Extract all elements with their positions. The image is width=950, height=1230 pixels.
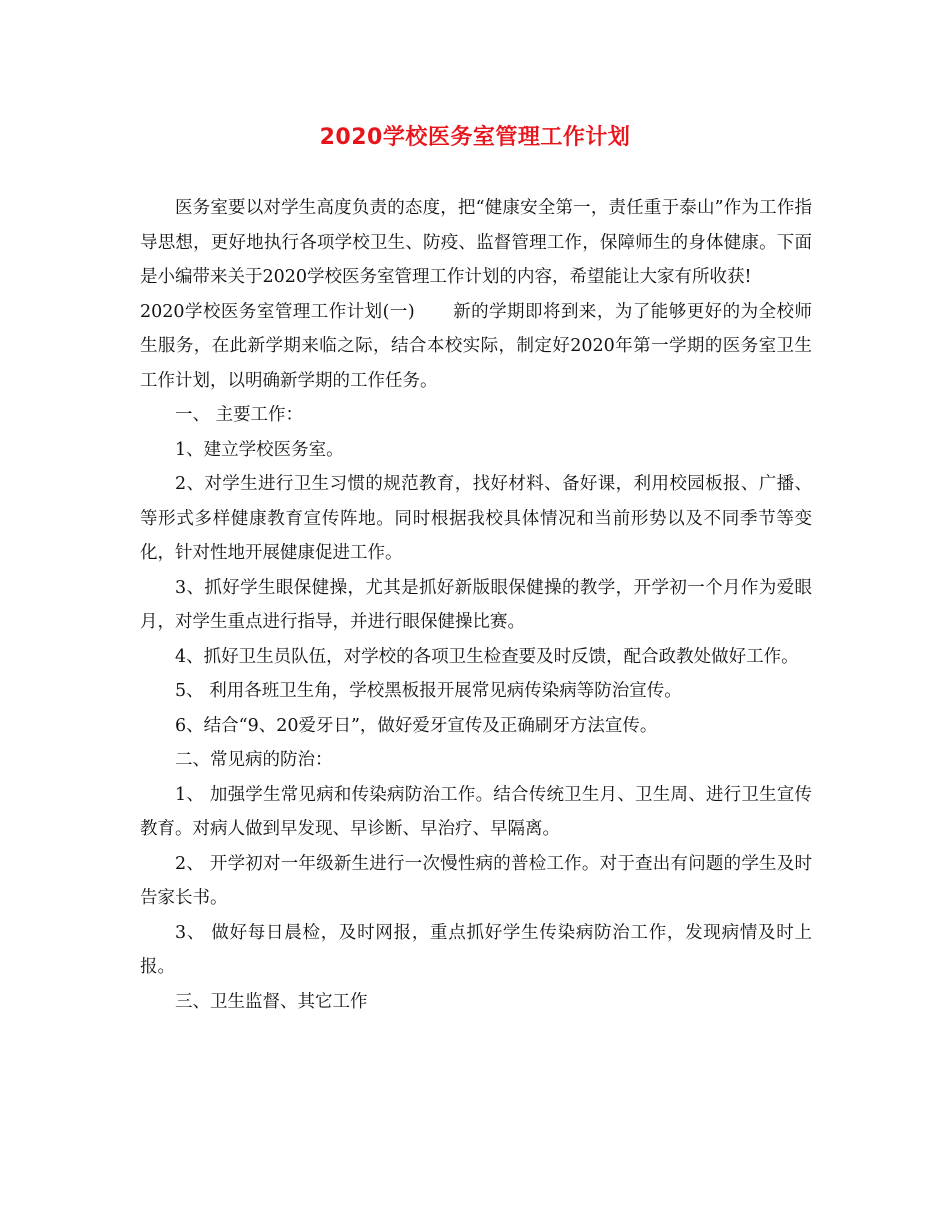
section1-item-3: 3、抓好学生眼保健操，尤其是抓好新版眼保健操的教学，开学初一个月作为爱眼月，对学生重点进行指导，并进行眼保健操比赛。 (140, 577, 812, 632)
document-body (140, 191, 812, 1019)
section1-item-5: 5、 利用各班卫生角，学校黑板报开展常见病传染病等防治宣传。 (175, 681, 682, 701)
section2-item-1: 1、 加强学生常见病和传染病防治工作。结合传统卫生月、卫生周、进行卫生宣传教育。对病人做到早发现、早诊断、早治疗、早隔离。 (140, 784, 812, 839)
section1-heading: 一、 主要工作： (175, 405, 304, 425)
section2-item-2: 2、 开学初对一年级新生进行一次慢性病的普检工作。对于查出有问题的学生及时告家长书。 (140, 853, 812, 908)
section2-heading: 二、常见病的防治： (175, 750, 333, 770)
plan-intro: 新的学期即将到来，为了能够更好的为全校师生服务，在此新学期来临之际，结合本校实际，制定好2020年第一学期的医务室卫生工作计划，以明确新学期的工作任务。 (140, 301, 812, 391)
section3-heading: 三、卫生监督、其它工作 (175, 991, 368, 1012)
intro-paragraph: 医务室要以对学生高度负责的态度，把“健康安全第一，责任重于泰山”作为工作指导思想，更好地执行各项学校卫生、防疫、监督管理工作，保障师生的身体健康。下面是小编带来关于2020学校医务室管理工作计划的内容，希望能让大家有所收获! (140, 198, 812, 287)
plan-paragraph (140, 295, 812, 399)
section1-item-6: 6、结合“9、20爱牙日”，做好爱牙宣传及正确刷牙方法宣传。 (175, 715, 658, 736)
plan-heading: 2020学校医务室管理工作计划(一) (140, 301, 415, 322)
section1-item-1: 1、建立学校医务室。 (175, 439, 344, 460)
section2-item-3: 3、 做好每日晨检，及时网报，重点抓好学生传染病防治工作，发现病情及时上报。 (140, 922, 812, 977)
document-title: 2020学校医务室管理工作计划 (319, 125, 631, 150)
section1-item-2: 2、对学生进行卫生习惯的规范教育，找好材料、备好课，利用校园板报、广播、等形式多样健康教育宣传阵地。同时根据我校具体情况和当前形势以及不同季节等变化，针对性地开展健康促进工作。 (140, 474, 812, 563)
section1-item-4: 4、抓好卫生员队伍，对学校的各项卫生检查要及时反馈，配合政教处做好工作。 (175, 646, 799, 667)
